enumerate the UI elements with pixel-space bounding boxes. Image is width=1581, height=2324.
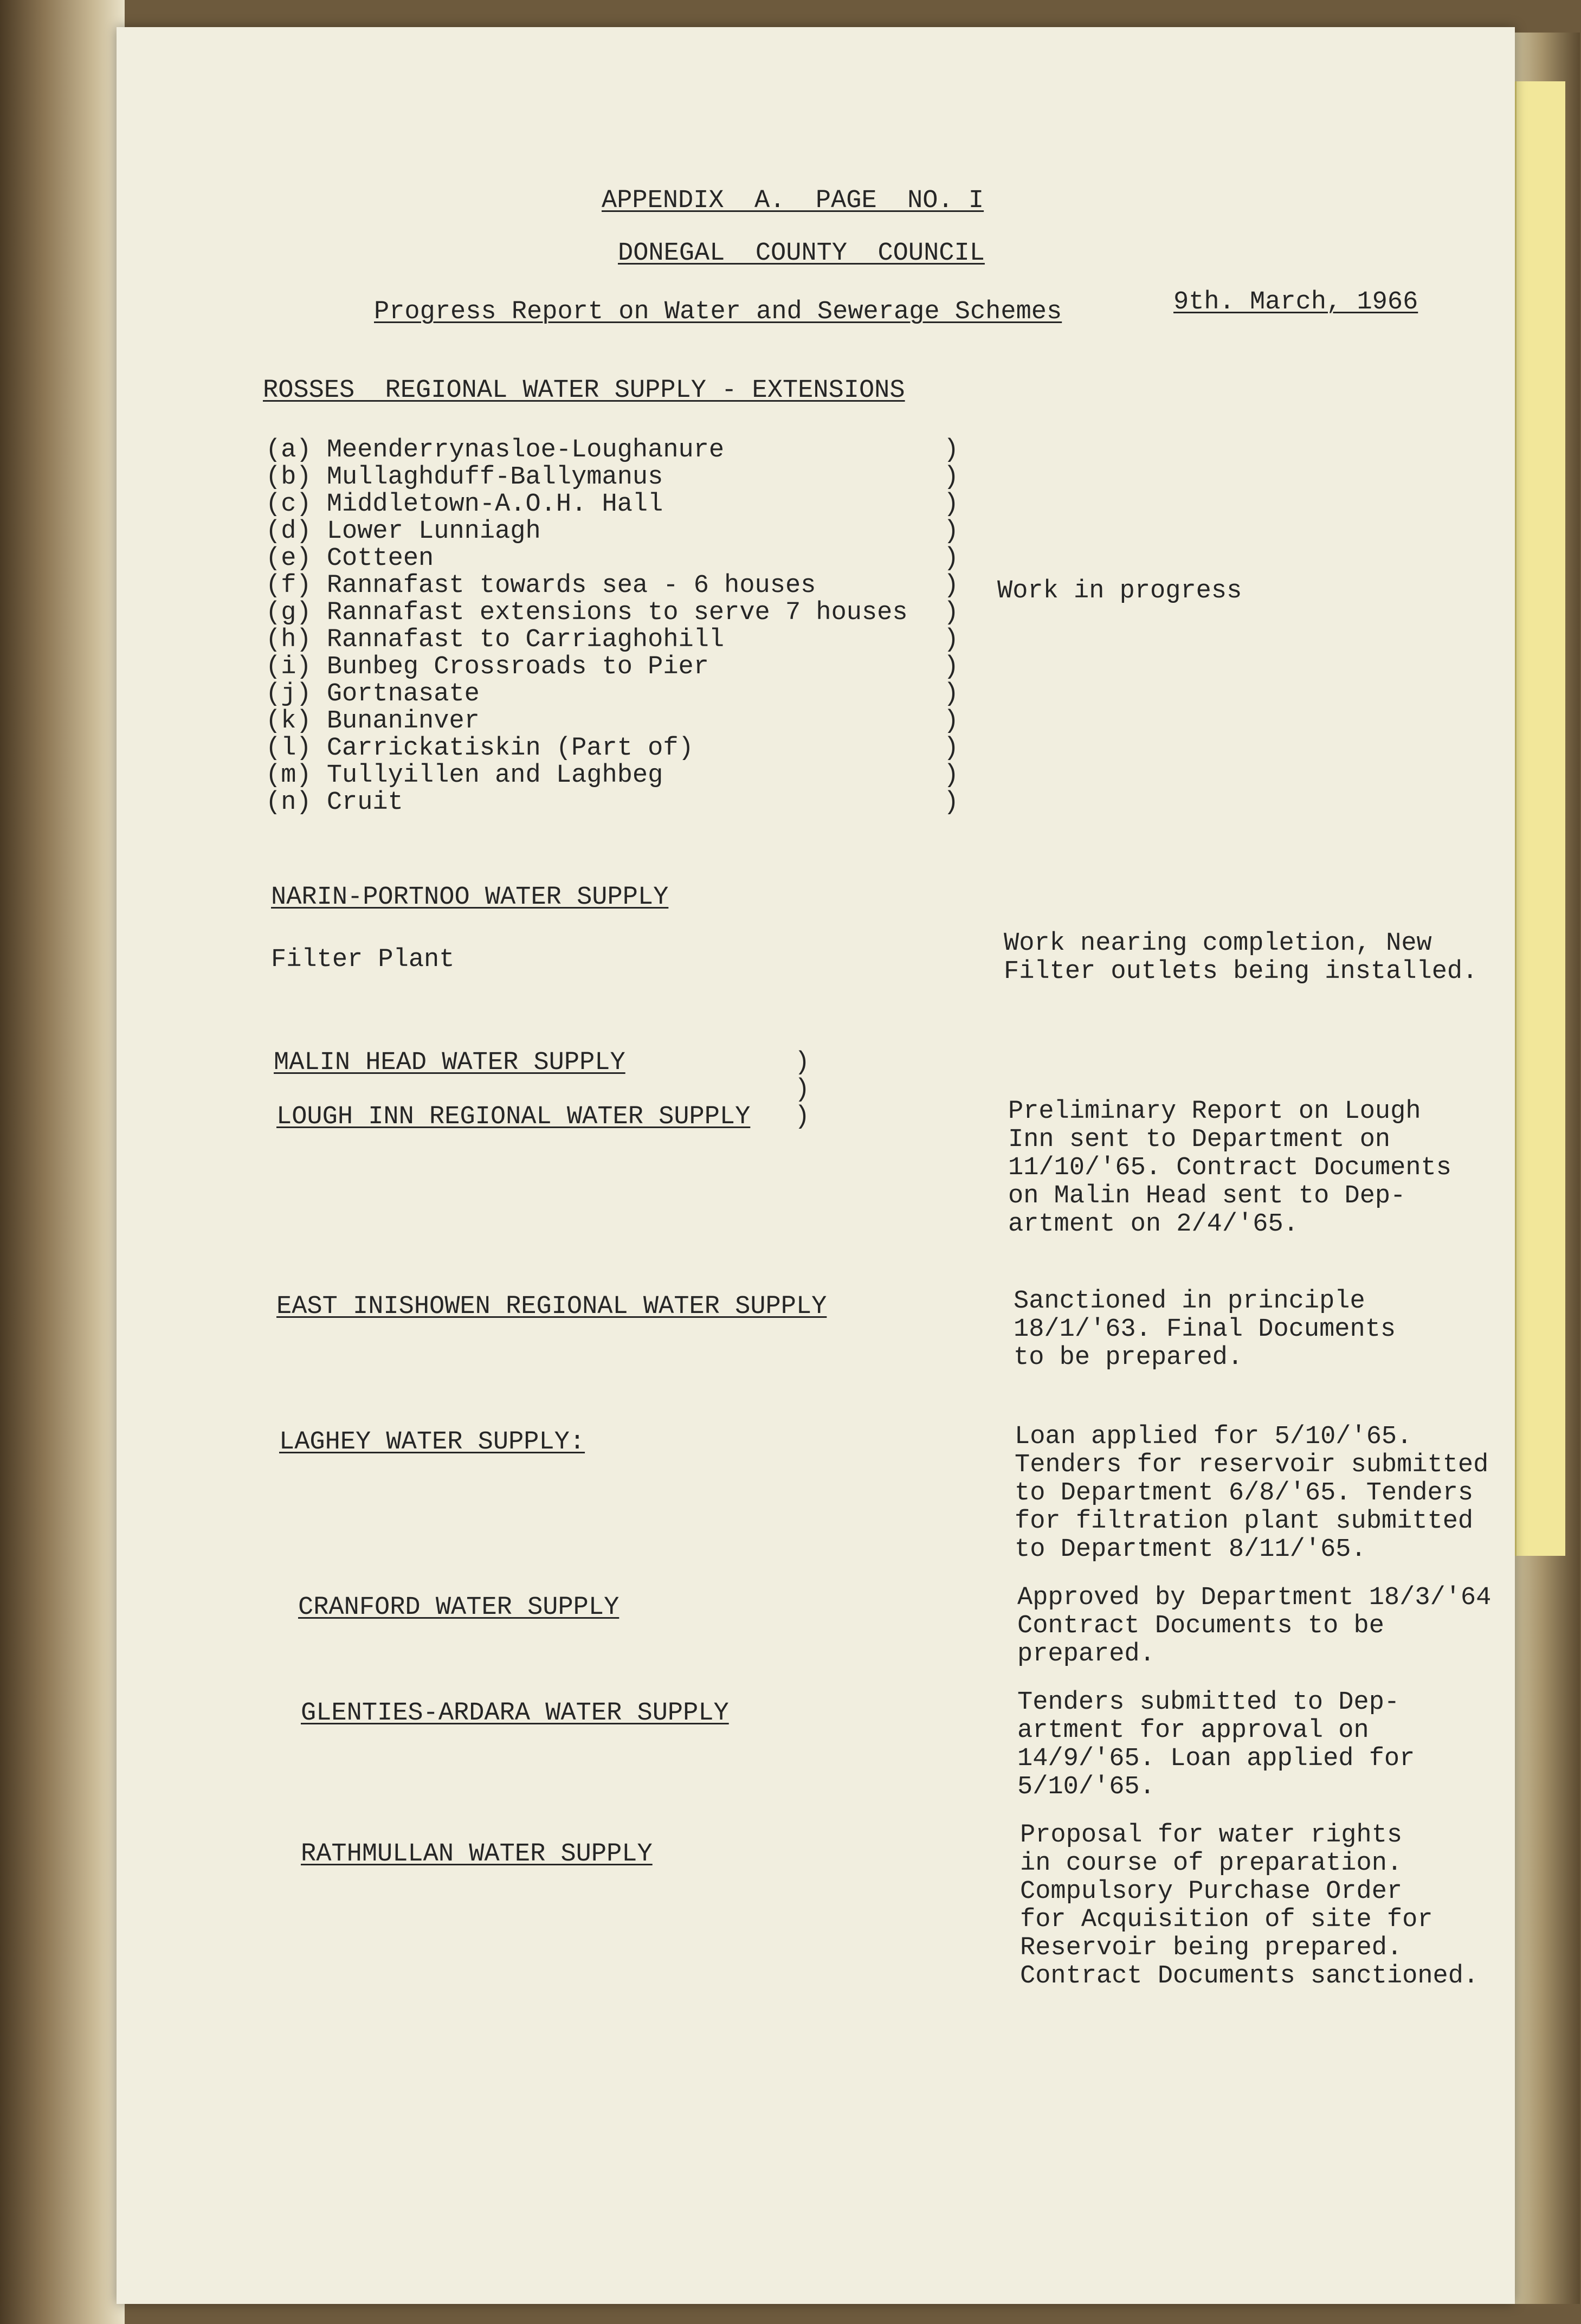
report-date: 9th. March, 1966 <box>1173 288 1418 317</box>
yellow-insert-sheet <box>1515 81 1565 1556</box>
laghey-heading: LAGHEY WATER SUPPLY: <box>279 1428 585 1457</box>
list-item: (l) Carrickatiskin (Part of) <box>266 734 694 763</box>
list-item: (a) Meenderrynasloe-Loughanure <box>266 436 725 465</box>
malin-bracket-mid: ) <box>794 1076 810 1104</box>
book-binding <box>0 0 125 2324</box>
list-item: (m) Tullyillen and Laghbeg <box>266 761 663 790</box>
list-item: (f) Rannafast towards sea - 6 houses <box>266 571 816 600</box>
laghey-status: Loan applied for 5/10/'65. Tenders for reservoir submitted to Department 6/8/'65. Tenders for filtration plant submitted to Department 8/11/'65. <box>1015 1422 1489 1564</box>
rosses-heading: ROSSES REGIONAL WATER SUPPLY - EXTENSIONS <box>263 376 905 405</box>
list-item: (d) Lower Lunniagh <box>266 517 541 546</box>
list-item: (j) Gortnasate <box>266 680 480 709</box>
list-item: (h) Rannafast to Carriaghohill <box>266 626 725 654</box>
cranford-heading: CRANFORD WATER SUPPLY <box>298 1593 620 1622</box>
lough-inn-heading: LOUGH INN REGIONAL WATER SUPPLY <box>276 1103 751 1131</box>
list-item: (n) Cruit <box>266 788 403 817</box>
lough-inn-bracket: ) <box>794 1103 810 1131</box>
list-item: (k) Bunaninver <box>266 707 480 736</box>
glenties-heading: GLENTIES-ARDARA WATER SUPPLY <box>301 1699 729 1728</box>
list-item: (b) Mullaghduff-Ballymanus <box>266 463 663 492</box>
east-inishowen-heading: EAST INISHOWEN REGIONAL WATER SUPPLY <box>276 1292 827 1321</box>
malin-status: Preliminary Report on Lough Inn sent to Department on 11/10/'65. Contract Documents on Malin Head sent to Dep- artment on 2/4/'65. <box>1008 1097 1451 1239</box>
narin-heading: NARIN-PORTNOO WATER SUPPLY <box>271 883 669 912</box>
appendix-heading: APPENDIX A. PAGE NO. I <box>602 186 984 215</box>
narin-subitem: Filter Plant <box>271 945 455 974</box>
list-item: (g) Rannafast extensions to serve 7 houses <box>266 598 908 627</box>
malin-heading: MALIN HEAD WATER SUPPLY <box>274 1048 625 1077</box>
list-item: (e) Cotteen <box>266 544 434 573</box>
narin-status: Work nearing completion, New Filter outlets being installed. <box>1004 929 1478 986</box>
glenties-status: Tenders submitted to Dep- artment for approval on 14/9/'65. Loan applied for 5/10/'65. <box>1017 1688 1415 1801</box>
list-item: (i) Bunbeg Crossroads to Pier <box>266 653 709 681</box>
rathmullan-status: Proposal for water rights in course of preparation. Compulsory Purchase Order for Acquisition of site for Reservoir being prepared. Contract Documents sanctioned. <box>1020 1821 1479 1991</box>
document-page: APPENDIX A. PAGE NO. I DONEGAL COUNTY COUNCIL Progress Report on Water and Sewerage Schemes 9th. March, 1966 ROSSES REGIONAL WATER SUPPLY - EXTENSIONS (a) Meenderrynasloe-Loughanure (b) Mullaghduff-Ballymanus (c) Middletown-A.O.H. Hall (d) Lower Lunniagh (e) Cotteen (f) Rannafast towards sea - 6 houses (g) Rannafast extensions to serve 7 houses (h) Rannafast to Carriaghohill (i) Bunbeg Crossroads to Pier (j) Gortnasate (k) Bunaninver (l) Carrickatiskin (Part of) (m) Tullyillen and Laghbeg (n) Cruit ) ) ) ) ) ) ) ) ) ) ) ) ) ) Work in progress NARIN-PORTNOO WATER SUPPLY Filter Plant Work nearing completion, New Filter outlets being installed. MALIN HEAD WATER SUPPLY ) ) LOUGH INN REGIONAL WATER SUPPLY ) Preliminary Report on Lough Inn sent to Department on 11/10/'65. Contract Documents on Malin Head sent to Dep- artment on 2/4/'65. EAST INISHOWEN REGIONAL WATER SUPPLY Sanctioned in principle 18/1/'63. Final Documents to be prepared. LAGHEY WATER SUPPLY: Loan applied for 5/10/'65. Tenders for reservoir submitted to Department 6/8/'65. Tenders for filtration plant submitted to Department 8/11/'65. CRANFORD WATER SUPPLY Approved by Department 18/3/'64 Contract Documents to be prepared. GLENTIES-ARDARA WATER SUPPLY Tenders submitted to Dep- artment for approval on 14/9/'65. Loan applied for 5/10/'65. RATHMULLAN WATER SUPPLY Proposal for water rights in course of preparation. Compulsory Purchase Order for Acquisition of site for Reservoir being prepared. Contract Documents sanctioned. <box>117 27 1515 2304</box>
rathmullan-heading: RATHMULLAN WATER SUPPLY <box>301 1840 653 1869</box>
malin-bracket: ) <box>794 1048 810 1077</box>
cranford-status: Approved by Department 18/3/'64 Contract Documents to be prepared. <box>1017 1583 1492 1669</box>
list-item: (c) Middletown-A.O.H. Hall <box>266 490 663 519</box>
rosses-status: Work in progress <box>997 577 1242 606</box>
report-title: Progress Report on Water and Sewerage Schemes <box>374 298 1062 326</box>
east-inishowen-status: Sanctioned in principle 18/1/'63. Final Documents to be prepared. <box>1014 1287 1396 1372</box>
council-heading: DONEGAL COUNTY COUNCIL <box>618 239 985 268</box>
